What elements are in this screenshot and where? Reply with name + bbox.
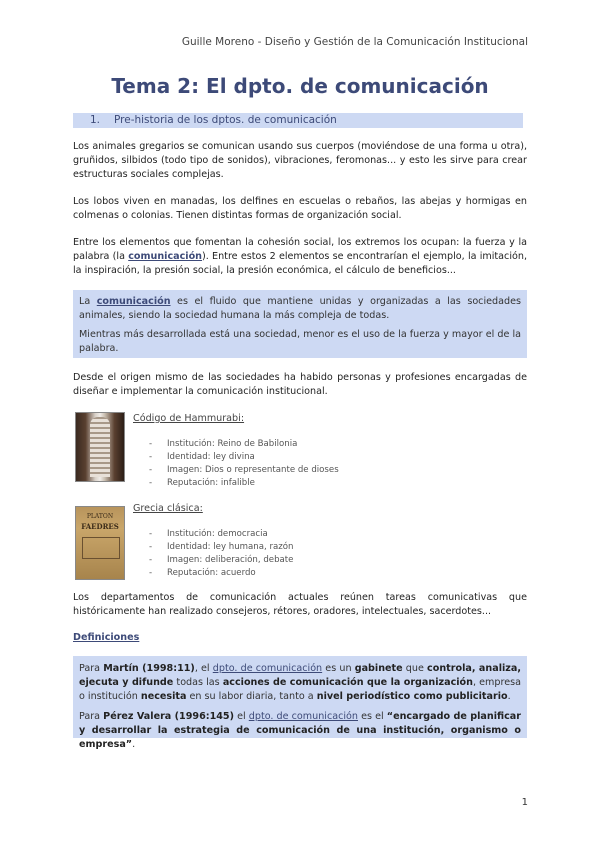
text: todas las <box>173 677 223 688</box>
dpto-link-2[interactable]: dpto. de comunicación <box>248 711 358 722</box>
text: , empresa o institución <box>79 677 521 702</box>
running-header: Guille Moreno - Diseño y Gestión de la Comunicación Institucional <box>181 36 528 48</box>
p3-text-a: Entre los elementos que fomentan la cohesión social, los extremos los ocupan: la fuerza y la palabra (la <box>73 237 527 262</box>
book-title: FAEDRES <box>81 522 119 531</box>
hammurabi-list <box>153 438 339 490</box>
definiciones-heading[interactable]: Definiciones <box>73 632 140 643</box>
plato-book-image <box>75 506 125 580</box>
grecia-heading: Grecia clásica: <box>133 503 203 514</box>
list-item: - Identidad: ley humana, razón <box>153 541 294 554</box>
bold-text: gabinete <box>354 663 403 674</box>
text: Para <box>79 711 104 722</box>
hammurabi-stele-image <box>75 412 125 482</box>
page-number: 1 <box>521 797 528 808</box>
section-number: 1. <box>90 114 101 126</box>
bold-text: acciones de comunicación que la organización <box>222 677 473 688</box>
list-item: - Reputación: infalible <box>153 477 339 490</box>
paragraph-1: Los animales gregarios se comunican usando sus cuerpos (moviéndose de una forma u otra), gruñidos, silbidos (todo tipo de sonidos), vibraciones, feromonas... y esto les sirve para crear estructuras sociales complejas. <box>73 141 527 180</box>
bold-text: nivel periodístico como publicitario <box>316 691 508 702</box>
text: el <box>234 711 249 722</box>
list-item: - Imagen: Dios o representante de dioses <box>153 464 339 477</box>
paragraph-2: Los lobos viven en manadas, los delfines en escuelas o rebaños, las abejas y hormigas en colmenas o colonias. Tienen distintas formas de organización social. <box>73 196 527 221</box>
hammurabi-heading: Código de Hammurabi: <box>133 413 245 424</box>
box1-text-a: La <box>79 296 97 307</box>
highlight-box-1 <box>73 290 527 358</box>
comunicacion-link[interactable]: comunicación <box>128 251 202 262</box>
list-item: - Reputación: acuerdo <box>153 567 294 580</box>
list-item: - Identidad: ley divina <box>153 451 339 464</box>
book-author: PLATON <box>86 513 114 520</box>
list-item: - Institución: democracia <box>153 528 294 541</box>
comunicacion-link-box[interactable]: comunicación <box>96 296 171 307</box>
text: es el <box>358 711 387 722</box>
section-heading <box>73 113 523 128</box>
paragraph-5: Los departamentos de comunicación actuales reúnen tareas comunicativas que históricamente han realizado consejeros, rétores, oradores, intelectuales, sacerdotes... <box>73 592 527 617</box>
book-emblem <box>82 537 120 559</box>
author-perez-valera: Pérez Valera (1996:145) <box>103 711 234 722</box>
text: que <box>402 663 428 674</box>
highlight-box-2 <box>73 656 527 750</box>
bold-text: controla, analiza, ejecuta y difunde <box>79 663 521 688</box>
list-item: - Institución: Reino de Babilonia <box>153 438 339 451</box>
paragraph-4: Desde el origen mismo de las sociedades ha habido personas y profesiones encargadas de diseñar e implementar la comunicación institucional. <box>73 372 527 397</box>
box1-para-1 <box>73 290 527 323</box>
text: , el <box>194 663 213 674</box>
text: Para <box>79 663 104 674</box>
box1-text-b: es el fluido que mantiene unidas y organizadas a las sociedades animales, siendo la sociedad humana la más compleja de todas. <box>79 296 521 321</box>
text: . <box>132 739 136 750</box>
text: es un <box>322 663 355 674</box>
text: en su labor diaria, tanto a <box>186 691 317 702</box>
p3-text-b: ). Entre estos 2 elementos se encontrarían el ejemplo, la imitación, la inspiración, la presión social, la presión económica, el cálculo de beneficios... <box>73 251 527 276</box>
page-title: Tema 2: El dpto. de comunicación <box>111 74 489 98</box>
section-label: Pre-historia de los dptos. de comunicación <box>114 114 337 126</box>
paragraph-3 <box>73 236 527 278</box>
bold-text: necesita <box>140 691 187 702</box>
box1-para-2: Mientras más desarrollada está una sociedad, menor es el uso de la fuerza y mayor el de la palabra. <box>79 329 521 354</box>
definition-perez-valera <box>73 704 527 752</box>
bold-quote: “encargado de planificar y desarrollar la estrategia de comunicación de una institución, organismo o empresa” <box>79 711 521 750</box>
grecia-list <box>153 528 294 580</box>
definition-martin <box>73 656 527 704</box>
dpto-link-1[interactable]: dpto. de comunicación <box>212 663 323 674</box>
text: . <box>507 691 511 702</box>
list-item: - Imagen: deliberación, debate <box>153 554 294 567</box>
author-martin: Martín (1998:11) <box>103 663 195 674</box>
